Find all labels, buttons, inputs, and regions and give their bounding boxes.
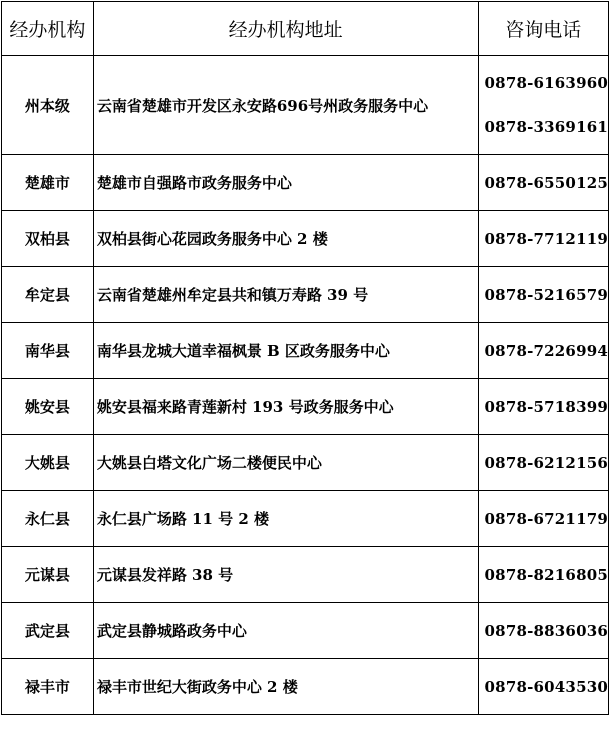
agency-cell: 州本级 xyxy=(2,56,94,155)
table-row xyxy=(2,155,609,211)
address-cell: 永仁县广场路 11 号 2 楼 xyxy=(93,491,478,547)
table-row xyxy=(2,659,609,715)
agency-cell: 禄丰市 xyxy=(2,659,94,715)
agency-cell: 双柏县 xyxy=(2,211,94,267)
phone-cell xyxy=(478,155,608,211)
phone-number: 0878-5718399 xyxy=(484,397,608,416)
table-header xyxy=(2,2,609,56)
address-cell: 楚雄市自强路市政务服务中心 xyxy=(93,155,478,211)
agency-cell: 南华县 xyxy=(2,323,94,379)
table-row xyxy=(2,379,609,435)
phone-number: 0878-6550125 xyxy=(484,173,608,192)
agency-cell: 永仁县 xyxy=(2,491,94,547)
address-cell: 姚安县福来路青莲新村 193 号政务服务中心 xyxy=(93,379,478,435)
address-cell: 云南省楚雄州牟定县共和镇万寿路 39 号 xyxy=(93,267,478,323)
table-row xyxy=(2,547,609,603)
header-phone: 咨询电话 xyxy=(478,2,608,56)
phone-cell xyxy=(478,323,608,379)
phone-number: 0878-3369161 xyxy=(484,118,608,136)
office-directory-table xyxy=(1,1,609,715)
phone-cell xyxy=(478,603,608,659)
table-row xyxy=(2,211,609,267)
table-row xyxy=(2,56,609,155)
phone-number: 0878-6043530 xyxy=(484,677,608,696)
agency-cell: 牟定县 xyxy=(2,267,94,323)
table-body xyxy=(2,56,609,715)
phone-cell xyxy=(478,267,608,323)
phone-cell xyxy=(478,211,608,267)
table-row xyxy=(2,491,609,547)
agency-cell: 姚安县 xyxy=(2,379,94,435)
address-cell: 双柏县街心花园政务服务中心 2 楼 xyxy=(93,211,478,267)
header-agency: 经办机构 xyxy=(2,2,94,56)
phone-number: 0878-5216579 xyxy=(484,285,608,304)
table-row xyxy=(2,323,609,379)
address-cell: 元谋县发祥路 38 号 xyxy=(93,547,478,603)
address-cell: 禄丰市世纪大街政务中心 2 楼 xyxy=(93,659,478,715)
phone-cell xyxy=(478,379,608,435)
phone-number: 0878-6163960 xyxy=(484,74,608,92)
phone-number: 0878-6721179 xyxy=(484,509,608,528)
table-row xyxy=(2,267,609,323)
phone-number: 0878-7226994 xyxy=(484,341,608,360)
phone-number: 0878-8836036 xyxy=(484,621,608,640)
header-row xyxy=(2,2,609,56)
header-address: 经办机构地址 xyxy=(93,2,478,56)
phone-cell xyxy=(478,435,608,491)
phone-cell xyxy=(478,491,608,547)
phone-cell xyxy=(478,56,608,155)
table-row xyxy=(2,603,609,659)
address-cell: 云南省楚雄市开发区永安路696号州政务服务中心 xyxy=(93,56,478,155)
phone-number: 0878-6212156 xyxy=(484,453,608,472)
phone-cell xyxy=(478,547,608,603)
phone-number: 0878-7712119 xyxy=(484,229,608,248)
agency-cell: 武定县 xyxy=(2,603,94,659)
address-cell: 武定县静城路政务中心 xyxy=(93,603,478,659)
agency-cell: 大姚县 xyxy=(2,435,94,491)
address-cell: 大姚县白塔文化广场二楼便民中心 xyxy=(93,435,478,491)
phone-cell xyxy=(478,659,608,715)
address-cell: 南华县龙城大道幸福枫景 B 区政务服务中心 xyxy=(93,323,478,379)
phone-number: 0878-8216805 xyxy=(484,565,608,584)
table-row xyxy=(2,435,609,491)
agency-cell: 元谋县 xyxy=(2,547,94,603)
agency-cell: 楚雄市 xyxy=(2,155,94,211)
